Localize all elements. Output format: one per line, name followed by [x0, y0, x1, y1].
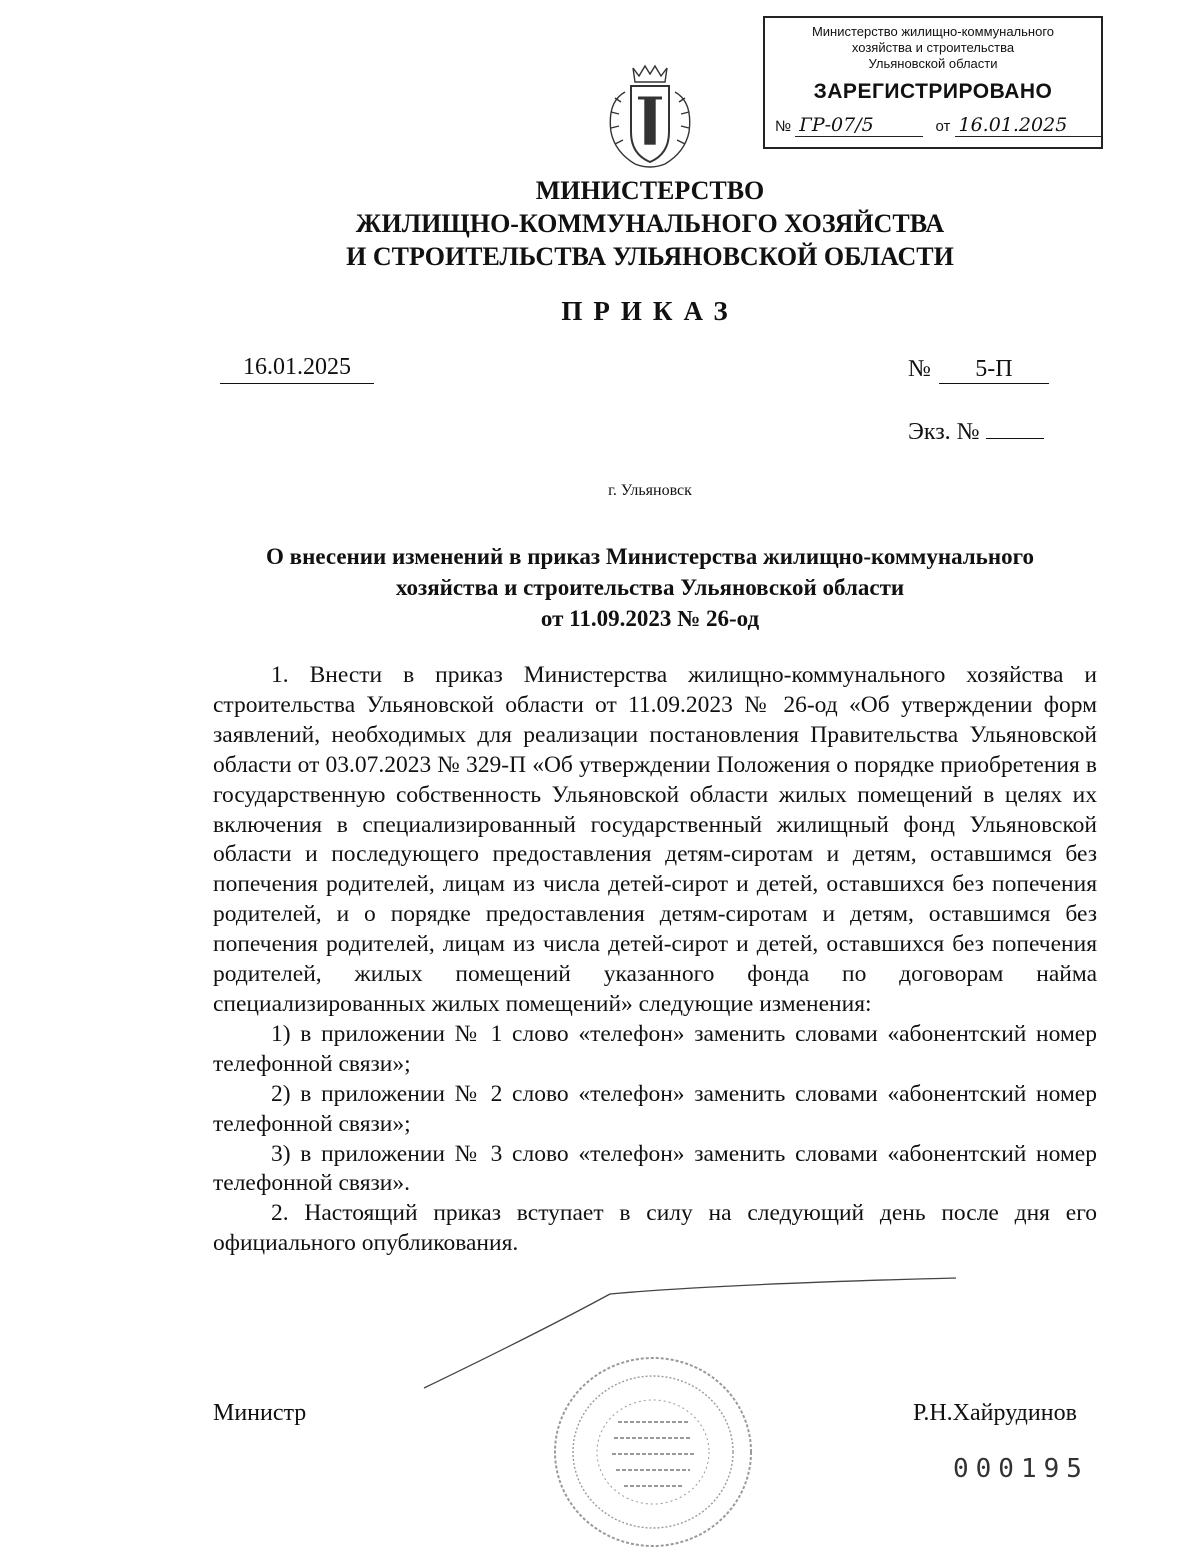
copy-number-blank [986, 418, 1044, 439]
document-subject [190, 541, 1110, 634]
stamp-registration-line [775, 114, 1093, 137]
stamp-date-value: 16.01.2025 [955, 114, 1103, 137]
serial-number: 000195 [953, 1454, 1089, 1484]
stamp-org-line-2: хозяйства и строительства [851, 40, 1015, 55]
city: г. Ульяновск [608, 482, 692, 499]
ministry-line-3: И СТРОИТЕЛЬСТВА УЛЬЯНОВСКОЙ ОБЛАСТИ [346, 242, 954, 271]
document-date: 16.01.2025 [220, 354, 374, 384]
signer-name: Р.Н.Хайрудинов [913, 1400, 1077, 1426]
paragraph-1: 1. Внести в приказ Министерства жилищно-коммунального хозяйства и строительства Ульяновской области от 11.09.2023 № 26-од «Об утверждении форм заявлений, необходимых для реализации постановления Правительства Ульяновской области от 03.07.2023 № 329-П «Об утверждении Положения о порядке приобретения в государственную собственность Ульяновской области жилых помещений в целях их включения в специализированный государственный жилищный фонд Ульяновской области и последующего предоставления детям-сиротам и детям, оставшимся без попечения родителей, лицам из числа детей-сирот и детей, оставшихся без попечения родителей, и о порядке предоставления детям-сиротам и детям, оставшимся без попечения родителей, лицам из числа детей-сирот и детей, оставшихся без попечения родителей, жилых помещений указанного фонда по договорам найма специализированных жилых помещений» следующие изменения: [213, 662, 1097, 1017]
stamp-status: ЗАРЕГИСТРИРОВАНО [813, 80, 1053, 103]
document-type: ПРИКАЗ [561, 296, 739, 326]
ulyanovsk-coat-of-arms-icon [595, 62, 705, 172]
ministry-line-2: ЖИЛИЩНО-КОММУНАЛЬНОГО ХОЗЯЙСТВА [355, 209, 945, 238]
stamp-number-value: ГР-07/5 [795, 114, 923, 137]
document-number-field [908, 356, 1049, 384]
paragraph-2: 2. Настоящий приказ вступает в силу на следующий день после дня его официального опубликования. [213, 1200, 1097, 1257]
stamp-date-label: от [935, 118, 951, 135]
registration-stamp [763, 16, 1103, 149]
signer-role: Министр [213, 1400, 307, 1426]
stamp-organization [765, 24, 1101, 72]
copy-number-field [908, 418, 1044, 446]
copy-label: Экз. № [908, 419, 980, 445]
subject-line-3: от 11.09.2023 № 26-од [540, 606, 760, 631]
stamp-org-line-3: Ульяновской области [868, 56, 998, 71]
official-seal-icon [548, 1352, 758, 1552]
list-item: 2) в приложении № 2 слово «телефон» заменить словами «абонентский номер телефонной связи»; [213, 1080, 1097, 1137]
subject-line-1: О внесении изменений в приказ Министерства жилищно-коммунального [266, 544, 1034, 569]
stamp-org-line-1: Министерство жилищно-коммунального [811, 24, 1055, 39]
ministry-header [200, 174, 1100, 273]
list-item: 3) в приложении № 3 слово «телефон» заменить словами «абонентский номер телефонной связи». [213, 1140, 1097, 1197]
ministry-line-1: МИНИСТЕРСТВО [535, 176, 765, 205]
document-number: 5-П [939, 356, 1049, 384]
number-label: № [908, 356, 931, 382]
list-item: 1) в приложении № 1 слово «телефон» заменить словами «абонентский номер телефонной связи»; [213, 1020, 1097, 1077]
stamp-number-label: № [775, 118, 792, 135]
document-body [213, 661, 1097, 1259]
subject-line-2: хозяйства и строительства Ульяновской области [395, 575, 905, 600]
